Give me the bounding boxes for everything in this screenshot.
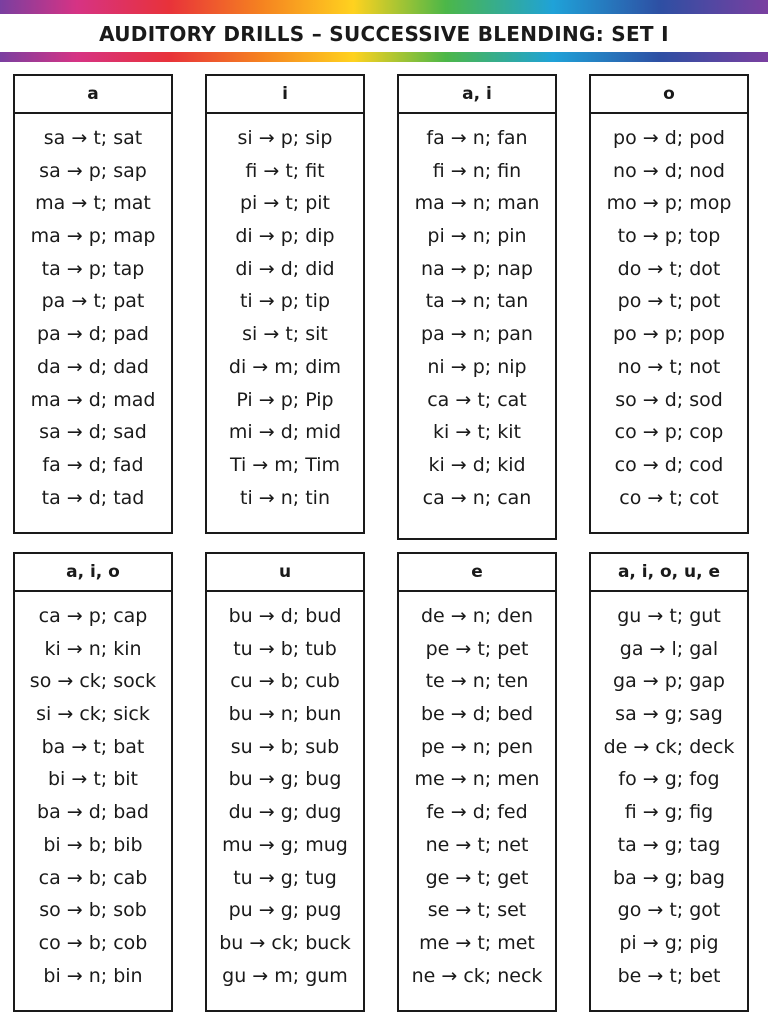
drill-item: pa → n; pan	[421, 323, 533, 346]
drill-item: mo → p; mop	[606, 192, 732, 215]
drill-item: ga → l; gal	[619, 637, 719, 660]
drill-item: mu → g; mug	[222, 833, 348, 856]
drill-column-8	[589, 552, 749, 1012]
drill-item: me → t; met	[419, 931, 535, 954]
drill-item: bi → n; bin	[43, 964, 143, 987]
drill-item: do → t; dot	[617, 257, 721, 280]
drill-list	[15, 592, 171, 992]
drill-item: bu → d; bud	[228, 605, 342, 627]
drill-list	[15, 114, 171, 514]
drill-item: no → d; nod	[613, 159, 725, 182]
drill-item: di → d; did	[235, 257, 335, 280]
drill-item: ki → n; kin	[44, 637, 142, 660]
drill-item: sa → g; sag	[615, 703, 723, 726]
drill-item: ma → t; mat	[35, 192, 151, 215]
drill-column-6	[205, 552, 365, 1012]
column-heading: e	[399, 554, 555, 592]
drill-item: bu → g; bug	[228, 768, 342, 791]
column-heading: u	[207, 554, 363, 592]
drill-item: pi → t; pit	[239, 192, 331, 215]
drill-item: ga → p; gap	[613, 670, 725, 693]
drill-item: ma → p; map	[30, 225, 156, 248]
drill-list	[399, 592, 555, 992]
drill-item: de → n; den	[420, 605, 534, 627]
drill-column-4	[589, 74, 749, 534]
drill-item: fi → n; fin	[432, 159, 522, 182]
drill-item: sa → t; sat	[43, 127, 143, 149]
drill-item: so → b; sob	[39, 899, 147, 922]
drill-item: cu → b; cub	[230, 670, 340, 693]
drill-item: si → ck; sick	[36, 703, 150, 726]
drill-item: na → p; nap	[421, 257, 533, 280]
drill-item: po → t; pot	[617, 290, 721, 313]
drill-item: fi → g; fig	[624, 801, 714, 824]
drill-item: gu → m; gum	[222, 964, 348, 987]
drill-item: ti → p; tip	[239, 290, 331, 313]
drill-item: ma → d; mad	[30, 388, 156, 411]
drill-item: fa → d; fad	[42, 453, 144, 476]
drill-item: ge → t; get	[425, 866, 529, 889]
drill-list	[591, 114, 747, 514]
drill-item: Ti → m; Tim	[229, 453, 341, 476]
drill-item: co → b; cob	[38, 931, 148, 954]
drill-item: da → d; dad	[37, 355, 149, 378]
drill-item: me → n; men	[414, 768, 540, 791]
drill-item: pa → d; pad	[37, 323, 149, 346]
drill-item: di → m; dim	[228, 355, 342, 378]
drill-item: co → d; cod	[614, 453, 724, 476]
drill-item: ca → n; can	[422, 486, 532, 509]
drill-item: ba → g; bag	[613, 866, 725, 889]
drill-column-7	[397, 552, 557, 1012]
drill-item: pa → t; pat	[41, 290, 145, 313]
drill-column-2	[205, 74, 365, 534]
drill-item: de → ck; deck	[603, 735, 735, 758]
drill-item: se → t; set	[427, 899, 527, 922]
drill-item: ti → n; tin	[240, 486, 330, 509]
drill-item: be → d; bed	[420, 703, 534, 726]
drill-item: ne → t; net	[425, 833, 529, 856]
drill-item: ma → n; man	[414, 192, 540, 215]
drill-item: be → t; bet	[617, 964, 721, 987]
drill-item: di → p; dip	[235, 225, 335, 248]
drill-item: go → t; got	[617, 899, 721, 922]
drill-item: ca → b; cab	[38, 866, 148, 889]
drill-item: po → d; pod	[613, 127, 725, 149]
drill-item: ca → p; cap	[38, 605, 148, 627]
drill-item: ba → t; bat	[41, 735, 145, 758]
drill-column-1	[13, 74, 173, 534]
column-heading: a, i, o, u, e	[591, 554, 747, 592]
drill-item: bi → b; bib	[43, 833, 143, 856]
column-heading: o	[591, 76, 747, 114]
rainbow-border-bottom	[0, 52, 768, 62]
drill-item: pe → t; pet	[425, 637, 529, 660]
drill-item: fi → t; fit	[245, 159, 325, 182]
column-heading: i	[207, 76, 363, 114]
drill-item: ta → p; tap	[41, 257, 145, 280]
drill-item: sa → p; sap	[39, 159, 147, 182]
drill-item: tu → b; tub	[233, 637, 337, 660]
drill-item: ta → d; tad	[41, 486, 145, 509]
drill-list	[399, 114, 555, 514]
drill-list	[207, 592, 363, 992]
drill-item: du → g; dug	[228, 801, 342, 824]
drill-item: ta → g; tag	[617, 833, 721, 856]
drill-item: ca → t; cat	[427, 388, 527, 411]
drill-item: si → p; sip	[237, 127, 333, 149]
drill-item: fo → g; fog	[618, 768, 720, 791]
drill-item: to → p; top	[617, 225, 721, 248]
column-heading: a, i, o	[15, 554, 171, 592]
drill-item: fe → d; fed	[426, 801, 528, 824]
drill-item: bi → t; bit	[47, 768, 139, 791]
drill-item: pu → g; pug	[228, 899, 342, 922]
drill-item: tu → g; tug	[233, 866, 337, 889]
drill-item: ta → n; tan	[425, 290, 529, 313]
drill-item: ni → p; nip	[427, 355, 527, 378]
column-heading: a	[15, 76, 171, 114]
drill-list	[207, 114, 363, 514]
drill-item: bu → ck; buck	[219, 931, 351, 954]
drill-item: ki → d; kid	[428, 453, 526, 476]
drill-item: ki → t; kit	[433, 421, 521, 444]
drill-item: co → p; cop	[614, 421, 724, 444]
drill-item: Pi → p; Pip	[236, 388, 334, 411]
drill-item: no → t; not	[617, 355, 721, 378]
drill-item: te → n; ten	[425, 670, 529, 693]
drill-item: ne → ck; neck	[411, 964, 543, 987]
drill-item: ba → d; bad	[37, 801, 149, 824]
drill-item: si → t; sit	[242, 323, 328, 346]
drill-item: bu → n; bun	[228, 703, 342, 726]
drill-item: gu → t; gut	[617, 605, 721, 627]
rainbow-border-top	[0, 0, 768, 14]
drill-column-5	[13, 552, 173, 1012]
page-title: AUDITORY DRILLS – SUCCESSIVE BLENDING: SET I	[99, 22, 669, 46]
drill-item: pi → n; pin	[427, 225, 527, 248]
drill-item: sa → d; sad	[39, 421, 147, 444]
drill-item: su → b; sub	[230, 735, 340, 758]
drill-item: po → p; pop	[613, 323, 725, 346]
drill-item: so → ck; sock	[29, 670, 157, 693]
drill-item: fa → n; fan	[426, 127, 528, 149]
drill-list	[591, 592, 747, 992]
drill-item: mi → d; mid	[228, 421, 342, 444]
drill-item: so → d; sod	[615, 388, 723, 411]
drill-item: co → t; cot	[619, 486, 719, 509]
drill-item: pe → n; pen	[420, 735, 534, 758]
drill-item: pi → g; pig	[619, 931, 719, 954]
column-heading: a, i	[399, 76, 555, 114]
drill-column-3	[397, 74, 557, 540]
